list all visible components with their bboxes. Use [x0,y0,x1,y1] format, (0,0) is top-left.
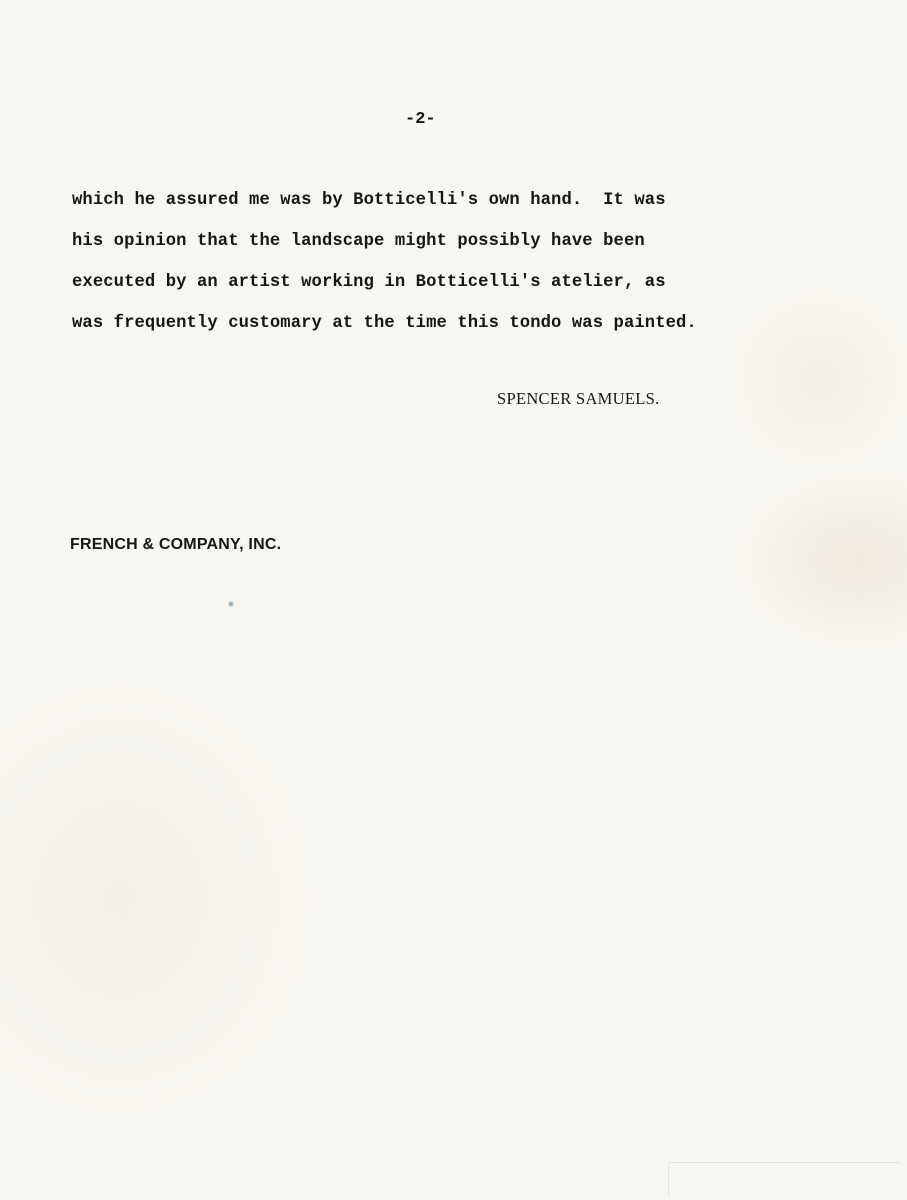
body-line: his opinion that the landscape might possibly have been [72,232,645,251]
body-line: executed by an artist working in Botticelli's atelier, as [72,273,666,292]
signature-name: SPENCER SAMUELS. [497,389,660,408]
company-name: FRENCH & COMPANY, INC. [70,536,282,553]
body-line: was frequently customary at the time this tondo was painted. [72,314,697,333]
stamp-remnant [668,1162,901,1197]
page-number: -2- [405,110,436,129]
body-line: which he assured me was by Botticelli's own hand. It was [72,191,666,210]
ink-speck [228,600,234,608]
